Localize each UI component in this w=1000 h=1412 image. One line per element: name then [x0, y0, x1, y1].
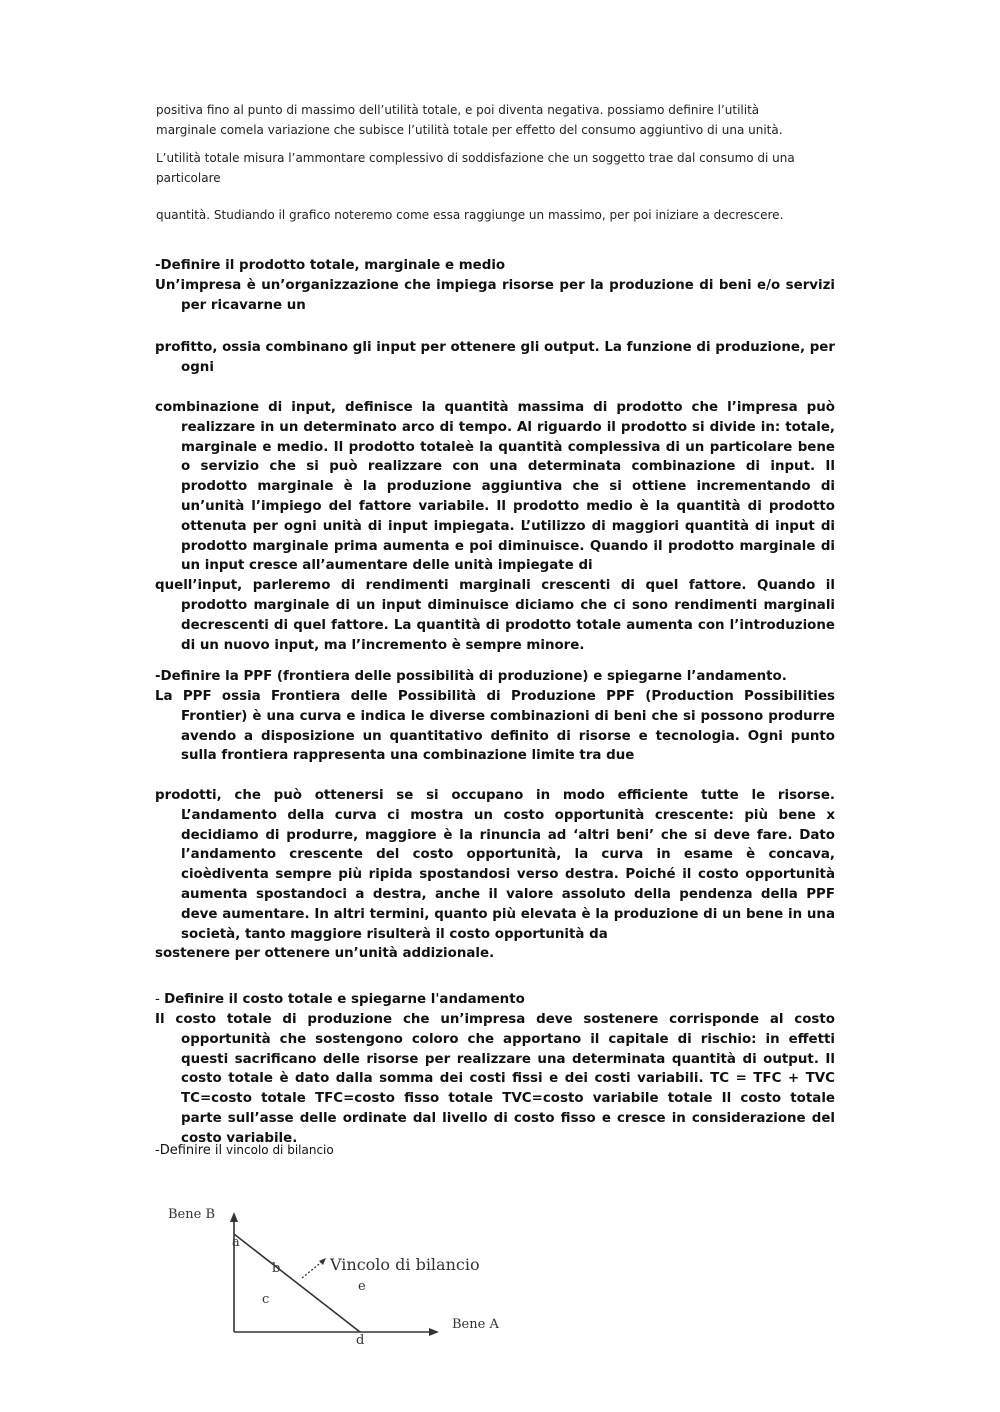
intro-line: particolare: [156, 171, 221, 185]
section-paragraph: [155, 398, 835, 655]
section-heading: -Definire la PPF (frontiera delle possibilità di produzione) e spiegarne l’andamento.: [155, 669, 787, 684]
point-label-e: e: [358, 1279, 366, 1294]
budget-line: [234, 1234, 360, 1332]
section-paragraph: [155, 1010, 835, 1149]
section-paragraph: [155, 338, 835, 378]
section-paragraph: [155, 786, 835, 964]
heading-dash: -: [155, 992, 165, 1007]
y-axis-label: Bene B: [168, 1207, 215, 1222]
intro-paragraph: [156, 148, 816, 188]
intro-line: L’utilità totale misura l’ammontare complessivo di soddisfazione che un soggetto trae dal consumo di una: [156, 151, 795, 165]
intro-line: quantità. Studiando il grafico noteremo come essa raggiunge un massimo, per poi iniziare a decrescere.: [156, 208, 784, 222]
intro-line: marginale comela variazione che subisce l’utilità totale per effetto del consumo aggiuntivo di una unità.: [156, 123, 783, 137]
paragraph: Il costo totale di produzione che un’impresa deve sostenere corrisponde al costo opportunità che sostengono coloro che apportano il capitale di rischio: in effetti questi sacrificano delle risorse per realizzare una determinata quantità di output. Il costo totale è dato dalla somma dei costi fissi e dei costi variabili. TC = TFC + TVC TC=costo totale TFC=costo fisso totale TVC=costo variabile totale Il costo totale parte sull’asse delle ordinate dal livello di costo fisso e cresce in considerazione del costo variabile.: [155, 1012, 835, 1146]
paragraph: sostenere per ottenere un’unità addizionale.: [155, 946, 495, 962]
point-label-a: a: [232, 1235, 240, 1250]
x-axis-arrow: [429, 1328, 439, 1336]
paragraph: profitto, ossia combinano gli input per ottenere gli output. La funzione di produzione, per ogni: [155, 340, 835, 375]
paragraph: prodotti, che può ottenersi se si occupano in modo efficiente tutte le risorse. L’andamento della curva ci mostra un costo opportunità crescente: più bene x decidiamo di produrre, maggiore è la rinuncia ad ‘altri beni’ che si deve fare. Dato l’andamento crescente del costo opportunità, la curva in esame è concava, cioèdiventa sempre più ripida spostandosi verso destra. Poiché il costo opportunità aumenta spostandoci a destra, anche il valore assoluto della pendenza della PPF deve aumentare. In altri termini, quanto più elevata è la produzione di un bene in una società, tanto maggiore risulterà il costo opportunità da: [155, 788, 835, 942]
section-heading: -Definire il prodotto totale, marginale e medio: [155, 258, 506, 273]
budget-constraint-diagram: [160, 1200, 520, 1350]
paragraph: combinazione di input, definisce la quantità massima di prodotto che l’impresa può realizzare in un determinato arco di tempo. Al riguardo il prodotto si divide in: totale, marginale e medio. Il prodotto totaleè la quantità complessiva di un particolare bene o servizio che si può realizzare con una determinata combinazione di input. Il prodotto marginale è la produzione aggiuntiva che si ottiene incrementando di un’unità l’impiego del fattore variabile. Il prodotto medio è la quantità di prodotto ottenuta per ogni unità di input impiegata. L’utilizzo di maggiori quantità di input di prodotto marginale prima aumenta e poi diminuisce. Quando il prodotto marginale di un input cresce all’aumentare delle unità impiegate di: [155, 400, 835, 574]
section-paragraph: [155, 687, 835, 766]
heading-text: -Definire il: [155, 1143, 223, 1158]
budget-line-label: Vincolo di bilancio: [330, 1255, 480, 1274]
point-label-b: b: [272, 1261, 281, 1276]
budget-constraint-figure: [160, 1200, 520, 1350]
intro-paragraph: [156, 205, 816, 225]
intro-paragraph: [156, 100, 816, 140]
y-axis-arrow: [230, 1212, 238, 1222]
section-heading: [155, 990, 525, 1010]
point-label-d: d: [356, 1333, 365, 1348]
point-label-c: c: [262, 1292, 270, 1307]
x-axis-label: Bene A: [452, 1317, 499, 1332]
pointer-arrow: [319, 1258, 326, 1265]
paragraph: Un’impresa è un’organizzazione che impiega risorse per la produzione di beni e/o servizi per ricavarne un: [155, 278, 835, 313]
heading-text: Definire il costo totale e spiegarne l'andamento: [164, 992, 525, 1007]
paragraph: quell’input, parleremo di rendimenti marginali crescenti di quel fattore. Quando il prodotto marginale di un input diminuisce diciamo che ci sono rendimenti marginali decrescenti di quel fattore. La quantità di prodotto totale aumenta con l’introduzione di un nuovo input, ma l’incremento è sempre minore.: [155, 578, 835, 653]
section-heading: [155, 1140, 334, 1161]
intro-line: positiva fino al punto di massimo dell’utilità totale, e poi diventa negativa. possiamo definire l’utilità: [156, 103, 760, 117]
heading-text: vincolo di bilancio: [222, 1143, 334, 1157]
paragraph: La PPF ossia Frontiera delle Possibilità di Produzione PPF (Production Possibilities Frontier) è una curva e indica le diverse combinazioni di beni che si possono produrre avendo a disposizione un quantitativo definito di risorse e tecnologia. Ogni punto sulla frontiera rappresenta una combinazione limite tra due: [155, 689, 835, 764]
section-paragraph: [155, 276, 835, 316]
